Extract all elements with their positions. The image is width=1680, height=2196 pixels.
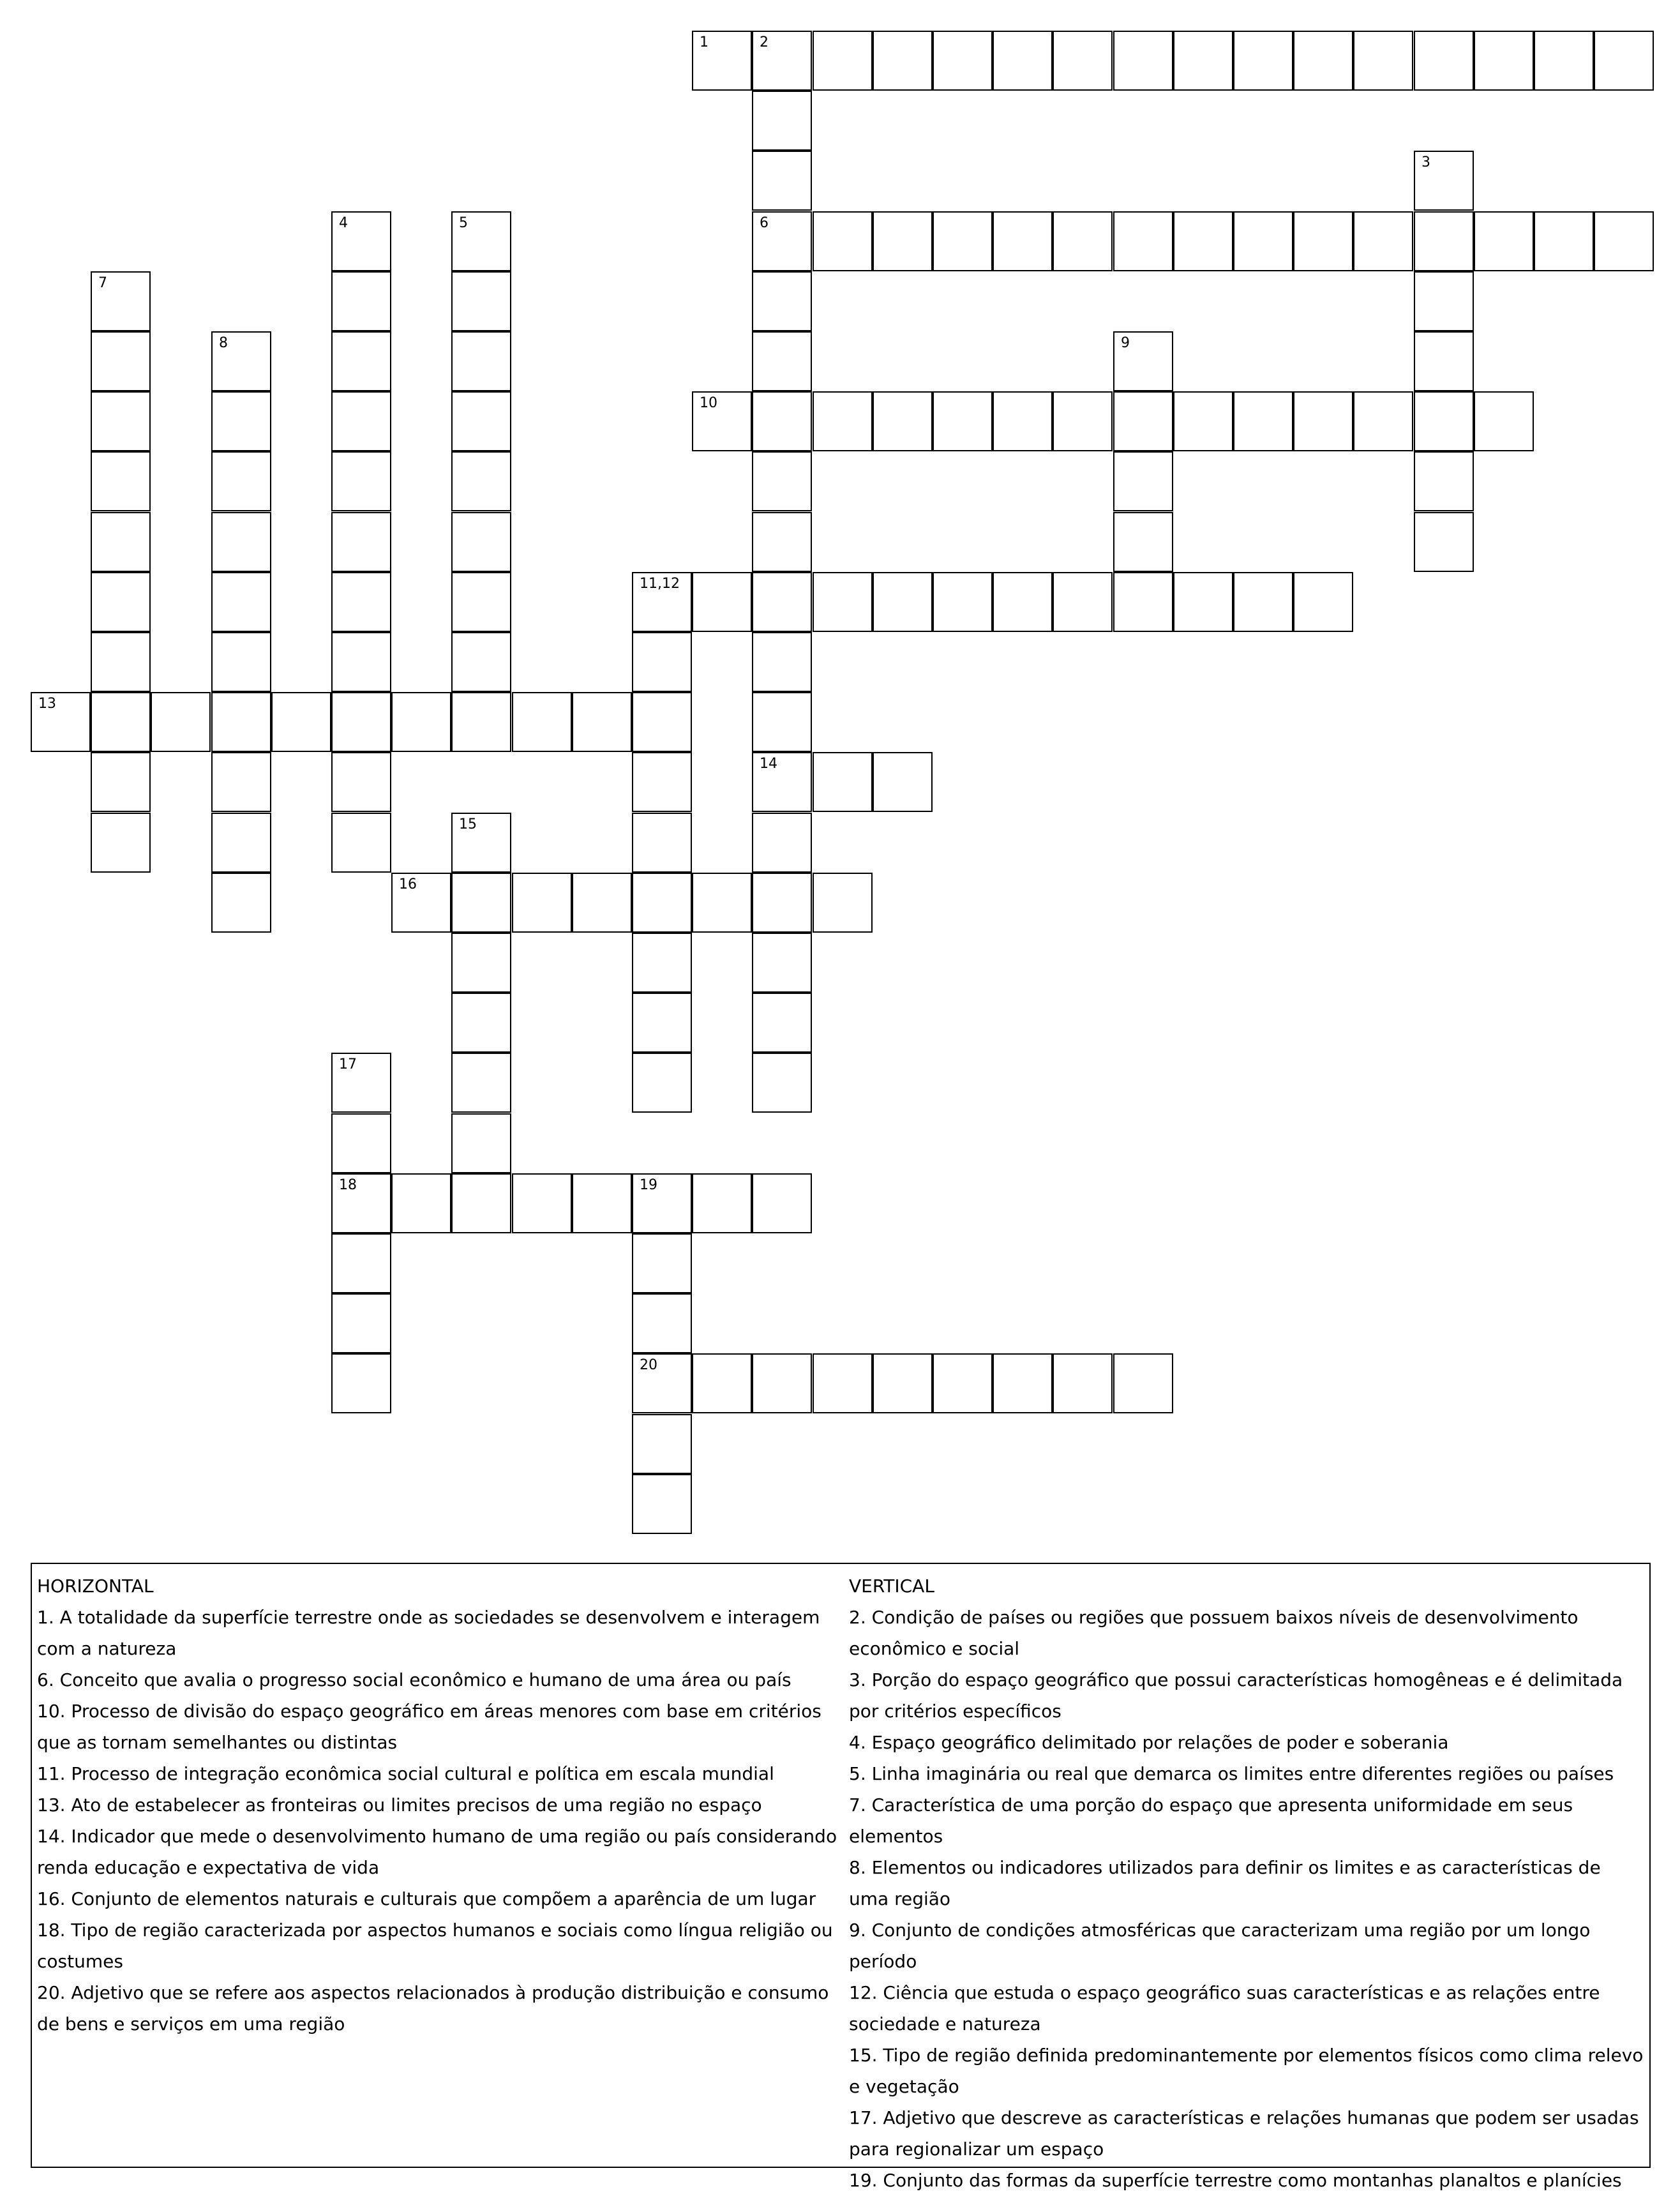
number-8: 8 xyxy=(219,335,228,351)
grid-cell[interactable] xyxy=(752,271,812,331)
grid-cell[interactable] xyxy=(752,993,812,1053)
grid-cell[interactable] xyxy=(451,331,511,391)
grid-cell[interactable] xyxy=(692,1353,752,1413)
grid-cell[interactable] xyxy=(1113,572,1173,632)
grid-cell[interactable] xyxy=(1414,391,1474,451)
grid-cell[interactable] xyxy=(632,1173,692,1233)
grid-cell[interactable] xyxy=(632,1293,692,1353)
number-17: 17 xyxy=(339,1057,357,1072)
grid-cell[interactable] xyxy=(752,331,812,391)
grid-cell[interactable] xyxy=(752,632,812,692)
grid-cell[interactable] xyxy=(451,451,511,511)
horizontal-clues xyxy=(37,1570,843,2040)
grid-cell[interactable] xyxy=(391,1173,451,1233)
grid-cell[interactable] xyxy=(512,692,572,752)
number-7: 7 xyxy=(98,275,107,291)
grid-cell[interactable] xyxy=(91,813,151,873)
grid-cell[interactable] xyxy=(91,271,151,331)
grid-cell[interactable] xyxy=(1053,1353,1113,1413)
grid-cell[interactable] xyxy=(391,692,451,752)
grid-cell[interactable] xyxy=(752,1173,812,1233)
grid-cell[interactable] xyxy=(873,1353,933,1413)
clue-4: 4. Espaço geográfico delimitado por relações de poder e soberania xyxy=(849,1732,1449,1753)
clue-6: 6. Conceito que avalia o progresso social econômico e humano de uma área ou país xyxy=(37,1669,791,1690)
grid-cell[interactable] xyxy=(331,1173,391,1233)
grid-cell[interactable] xyxy=(331,512,391,572)
grid-cell[interactable] xyxy=(752,91,812,151)
grid-cell[interactable] xyxy=(451,813,511,873)
grid-cell[interactable] xyxy=(211,512,271,572)
grid-cell[interactable] xyxy=(1053,31,1113,91)
grid-cell[interactable] xyxy=(331,572,391,632)
grid-cell[interactable] xyxy=(1414,271,1474,331)
number-3: 3 xyxy=(1421,154,1430,170)
clue-14: 14. Indicador que mede o desenvolvimento humano de uma região ou país considerando renda educação e expectativa de vida xyxy=(37,1826,837,1878)
grid-cell[interactable] xyxy=(451,1053,511,1113)
grid-cell[interactable] xyxy=(1293,391,1353,451)
grid-cell[interactable] xyxy=(933,572,993,632)
grid-cell[interactable] xyxy=(632,933,692,993)
grid-cell[interactable] xyxy=(1173,31,1233,91)
grid-cell[interactable] xyxy=(933,31,993,91)
grid-cell[interactable] xyxy=(331,692,391,752)
clue-7: 7. Característica de uma porção do espaço que apresenta uniformidade em seus elementos xyxy=(849,1794,1573,1847)
grid-cell[interactable] xyxy=(91,331,151,391)
grid-cell[interactable] xyxy=(692,391,752,451)
clue-10: 10. Processo de divisão do espaço geográfico em áreas menores com base em critérios que as tornam semelhantes ou distintas xyxy=(37,1701,821,1753)
grid-cell[interactable] xyxy=(813,31,873,91)
grid-cell[interactable] xyxy=(632,1474,692,1534)
number-18: 18 xyxy=(339,1177,357,1193)
grid-cell[interactable] xyxy=(1233,572,1293,632)
clue-18: 18. Tipo de região caracterizada por aspectos humanos e sociais como língua religião ou costumes xyxy=(37,1920,833,1972)
grid-cell[interactable] xyxy=(813,1353,873,1413)
grid-cell[interactable] xyxy=(451,873,511,933)
number-20: 20 xyxy=(640,1357,657,1373)
grid-cell[interactable] xyxy=(752,1353,812,1413)
grid-cell[interactable] xyxy=(993,31,1053,91)
grid-cell[interactable] xyxy=(993,572,1053,632)
grid-cell[interactable] xyxy=(993,1353,1053,1413)
grid-cell[interactable] xyxy=(1474,211,1534,271)
grid-cell[interactable] xyxy=(1474,31,1534,91)
grid-cell[interactable] xyxy=(451,993,511,1053)
grid-cell[interactable] xyxy=(451,271,511,331)
grid-cell[interactable] xyxy=(632,692,692,752)
grid-cell[interactable] xyxy=(331,331,391,391)
horizontal-heading: HORIZONTAL xyxy=(37,1576,154,1597)
grid-cell[interactable] xyxy=(1414,451,1474,511)
grid-cell[interactable] xyxy=(1353,211,1413,271)
grid-cell[interactable] xyxy=(391,873,451,933)
grid-cell[interactable] xyxy=(451,632,511,692)
clue-15: 15. Tipo de região definida predominantemente por elementos físicos como clima relevo e vegetação xyxy=(849,2045,1644,2097)
grid-cell[interactable] xyxy=(1173,391,1233,451)
grid-cell[interactable] xyxy=(1113,211,1173,271)
number-11-12: 11,12 xyxy=(640,576,680,592)
grid-cell[interactable] xyxy=(632,873,692,933)
clue-1: 1. A totalidade da superfície terrestre onde as sociedades se desenvolvem e interagem com a natureza xyxy=(37,1607,820,1659)
clue-19: 19. Conjunto das formas da superfície terrestre como montanhas planaltos e planícies xyxy=(849,2170,1622,2191)
number-9: 9 xyxy=(1121,335,1130,351)
grid-cell[interactable] xyxy=(1113,391,1173,451)
grid-cell[interactable] xyxy=(331,391,391,451)
grid-cell[interactable] xyxy=(632,632,692,692)
grid-cell[interactable] xyxy=(1113,331,1173,391)
grid-cell[interactable] xyxy=(211,451,271,511)
clue-16: 16. Conjunto de elementos naturais e culturais que compõem a aparência de um lugar xyxy=(37,1888,816,1909)
grid-cell[interactable] xyxy=(752,692,812,752)
number-2: 2 xyxy=(760,34,769,50)
grid-cell[interactable] xyxy=(752,451,812,511)
grid-cell[interactable] xyxy=(933,391,993,451)
clue-3: 3. Porção do espaço geográfico que possui características homogêneas e é delimitada por critérios específicos xyxy=(849,1669,1623,1722)
grid-cell[interactable] xyxy=(512,1173,572,1233)
grid-cell[interactable] xyxy=(752,752,812,812)
grid-cell[interactable] xyxy=(211,813,271,873)
grid-cell[interactable] xyxy=(752,873,812,933)
grid-cell[interactable] xyxy=(752,512,812,572)
grid-cell[interactable] xyxy=(91,752,151,812)
grid-cell[interactable] xyxy=(752,31,812,91)
grid-cell[interactable] xyxy=(873,572,933,632)
clue-17: 17. Adjetivo que descreve as características e relações humanas que podem ser usadas para regionalizar um espaço xyxy=(849,2107,1639,2160)
clue-box xyxy=(31,1563,1651,2191)
grid-cell[interactable] xyxy=(632,752,692,812)
grid-cell[interactable] xyxy=(1293,31,1353,91)
grid-cell[interactable] xyxy=(211,692,271,752)
grid-cell[interactable] xyxy=(1233,391,1293,451)
grid-cell[interactable] xyxy=(692,572,752,632)
grid-cell[interactable] xyxy=(512,873,572,933)
number-13: 13 xyxy=(38,696,56,712)
grid-cell[interactable] xyxy=(572,692,632,752)
grid-cell[interactable] xyxy=(211,873,271,933)
grid-cell[interactable] xyxy=(211,391,271,451)
grid-cell[interactable] xyxy=(331,1233,391,1293)
grid-cell[interactable] xyxy=(1233,211,1293,271)
grid-cell[interactable] xyxy=(1293,572,1353,632)
grid-cell[interactable] xyxy=(1173,572,1233,632)
vertical-clues xyxy=(849,1570,1644,2196)
grid-cell[interactable] xyxy=(993,391,1053,451)
number-16: 16 xyxy=(399,876,417,892)
grid-cell[interactable] xyxy=(752,151,812,211)
number-15: 15 xyxy=(459,816,477,832)
clue-11: 11. Processo de integração econômica social cultural e política em escala mundial xyxy=(37,1763,774,1784)
grid-cell[interactable] xyxy=(1414,512,1474,572)
grid-cell[interactable] xyxy=(632,1353,692,1413)
grid-cell[interactable] xyxy=(211,572,271,632)
grid-cell[interactable] xyxy=(813,752,873,812)
grid-cell[interactable] xyxy=(632,572,692,632)
number-4: 4 xyxy=(339,215,348,231)
grid-cell[interactable] xyxy=(1594,211,1654,271)
grid-cell[interactable] xyxy=(1113,1353,1173,1413)
grid-cell[interactable] xyxy=(331,1053,391,1113)
grid-cell[interactable] xyxy=(1053,211,1113,271)
grid-cell[interactable] xyxy=(1534,31,1594,91)
clue-8: 8. Elementos ou indicadores utilizados para definir os limites e as características de uma região xyxy=(849,1857,1601,1909)
grid-cell[interactable] xyxy=(331,451,391,511)
grid-cell[interactable] xyxy=(692,31,752,91)
grid-cell[interactable] xyxy=(632,1414,692,1474)
grid-cell[interactable] xyxy=(331,271,391,331)
grid-cell[interactable] xyxy=(692,873,752,933)
grid-cell[interactable] xyxy=(993,211,1053,271)
grid-cell[interactable] xyxy=(632,1053,692,1113)
grid-cell[interactable] xyxy=(1173,211,1233,271)
number-14: 14 xyxy=(760,756,777,772)
grid-cell[interactable] xyxy=(451,572,511,632)
number-19: 19 xyxy=(640,1177,657,1193)
grid-cell[interactable] xyxy=(873,31,933,91)
clue-20: 20. Adjetivo que se refere aos aspectos relacionados à produção distribuição e consumo de bens e serviços em uma região xyxy=(37,1982,829,2034)
clue-12: 12. Ciência que estuda o espaço geográfico suas características e as relações entre sociedade e natureza xyxy=(849,1982,1600,2034)
grid-cell[interactable] xyxy=(1113,512,1173,572)
grid-cell[interactable] xyxy=(1113,451,1173,511)
vertical-heading: VERTICAL xyxy=(849,1576,934,1597)
grid-cell[interactable] xyxy=(331,1353,391,1413)
grid-cell[interactable] xyxy=(91,391,151,451)
grid-cell[interactable] xyxy=(31,692,91,752)
grid-cell[interactable] xyxy=(451,1173,511,1233)
grid-cell[interactable] xyxy=(873,391,933,451)
grid-cell[interactable] xyxy=(91,572,151,632)
grid-cell[interactable] xyxy=(1594,31,1654,91)
grid-cell[interactable] xyxy=(451,391,511,451)
grid-cell[interactable] xyxy=(752,391,812,451)
number-5: 5 xyxy=(459,215,468,231)
grid-cell[interactable] xyxy=(933,1353,993,1413)
grid-cell[interactable] xyxy=(331,752,391,812)
grid-cell[interactable] xyxy=(331,1113,391,1173)
grid-cell[interactable] xyxy=(692,1173,752,1233)
grid-cell[interactable] xyxy=(331,1293,391,1353)
grid-cell[interactable] xyxy=(271,692,331,752)
grid-cell[interactable] xyxy=(331,632,391,692)
grid-cell[interactable] xyxy=(752,211,812,271)
grid-cell[interactable] xyxy=(632,1233,692,1293)
number-10: 10 xyxy=(700,395,717,411)
grid-cell[interactable] xyxy=(873,752,933,812)
grid-cell[interactable] xyxy=(91,512,151,572)
grid-cell[interactable] xyxy=(1534,211,1594,271)
grid-cell[interactable] xyxy=(813,572,873,632)
clue-9: 9. Conjunto de condições atmosféricas que caracterizam uma região por um longo período xyxy=(849,1920,1591,1972)
grid-cell[interactable] xyxy=(331,813,391,873)
clue-2: 2. Condição de países ou regiões que possuem baixos níveis de desenvolvimento econômico e social xyxy=(849,1607,1579,1659)
grid-cell[interactable] xyxy=(91,632,151,692)
grid-cell[interactable] xyxy=(211,331,271,391)
number-1: 1 xyxy=(700,34,709,50)
grid-cell[interactable] xyxy=(451,1113,511,1173)
clue-13: 13. Ato de estabelecer as fronteiras ou limites precisos de uma região no espaço xyxy=(37,1794,762,1816)
number-6: 6 xyxy=(760,215,769,231)
grid-cell[interactable] xyxy=(1414,331,1474,391)
grid-cell[interactable] xyxy=(151,692,211,752)
grid-cell[interactable] xyxy=(91,692,151,752)
grid-cell[interactable] xyxy=(632,813,692,873)
grid-cell[interactable] xyxy=(211,632,271,692)
grid-cell[interactable] xyxy=(451,692,511,752)
grid-cell[interactable] xyxy=(1414,31,1474,91)
grid-cell[interactable] xyxy=(451,933,511,993)
grid-cell[interactable] xyxy=(813,873,873,933)
grid-cell[interactable] xyxy=(1414,211,1474,271)
grid-cell[interactable] xyxy=(91,451,151,511)
grid-cell[interactable] xyxy=(752,1053,812,1113)
grid-cell[interactable] xyxy=(211,752,271,812)
grid-cell[interactable] xyxy=(572,1173,632,1233)
grid-cell[interactable] xyxy=(1053,572,1113,632)
grid-cell[interactable] xyxy=(933,211,993,271)
grid-cell[interactable] xyxy=(451,211,511,271)
grid-cell[interactable] xyxy=(813,391,873,451)
grid-cell[interactable] xyxy=(572,873,632,933)
grid-cell[interactable] xyxy=(331,211,391,271)
grid-cell[interactable] xyxy=(1353,31,1413,91)
grid-cell[interactable] xyxy=(1293,211,1353,271)
grid-cell[interactable] xyxy=(632,993,692,1053)
grid-cell[interactable] xyxy=(1053,391,1113,451)
grid-cell[interactable] xyxy=(451,512,511,572)
grid-cell[interactable] xyxy=(813,211,873,271)
clue-5: 5. Linha imaginária ou real que demarca os limites entre diferentes regiões ou países xyxy=(849,1763,1614,1784)
grid-cell[interactable] xyxy=(752,813,812,873)
grid-cell[interactable] xyxy=(873,211,933,271)
grid-cell[interactable] xyxy=(1474,391,1534,451)
grid-cell[interactable] xyxy=(1353,391,1413,451)
grid-cell[interactable] xyxy=(1414,151,1474,211)
grid-cell[interactable] xyxy=(1233,31,1293,91)
grid-cell[interactable] xyxy=(1113,31,1173,91)
grid-cell[interactable] xyxy=(752,933,812,993)
grid-cell[interactable] xyxy=(752,572,812,632)
